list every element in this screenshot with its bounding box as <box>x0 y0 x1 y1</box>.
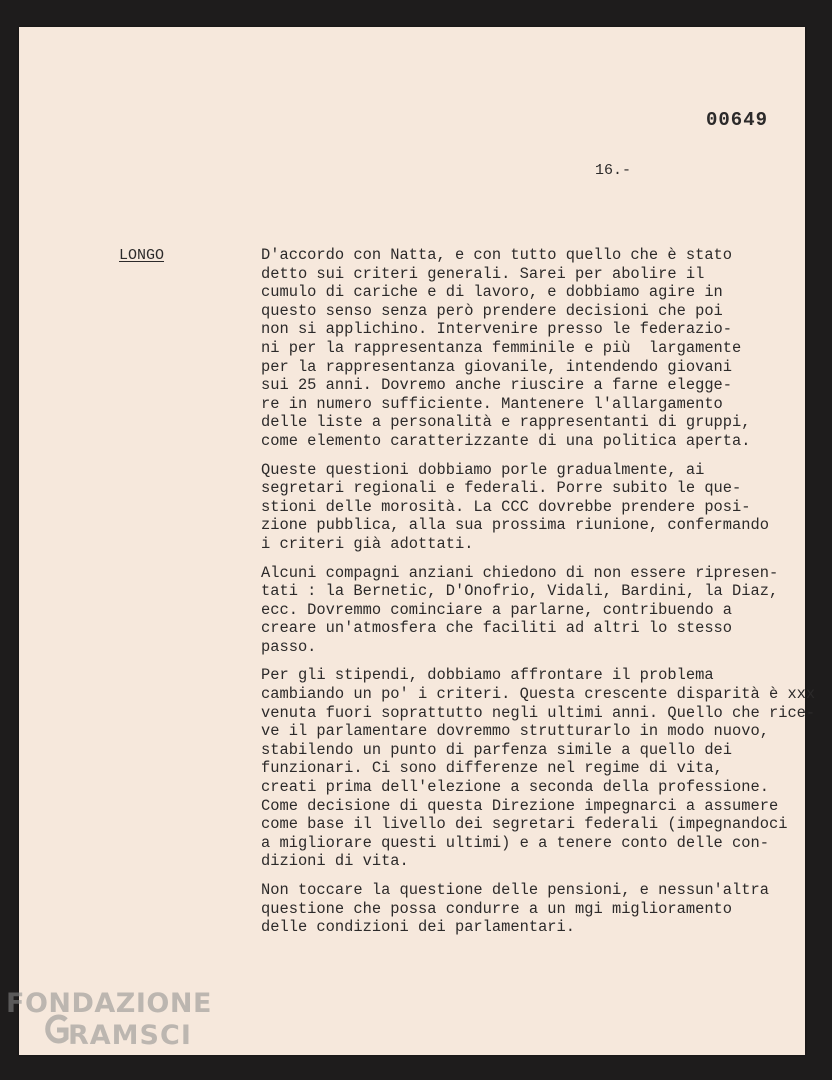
paragraph-2: Queste questioni dobbiamo porle gradualmente, ai segretari regionali e federali. Porre subito le que- stioni delle morosità. La CCC dovrebbe prendere posi- zione pubblica, alla sua prossima riunione, confermando i criteri già adottati. <box>261 460 769 553</box>
watermark-g-logo-icon <box>44 1014 70 1044</box>
page-number: 16.- <box>595 162 632 179</box>
paragraph-4: Per gli stipendi, dobbiamo affrontare il problema cambiando un po' i criteri. Questa crescente disparità è xxx venuta fuori soprattutto negli ultimi anni. Quello che rice- ve il parlamentare dovremmo strutturarlo in modo nuovo, stabilendo un punto di parfenza simile a quello dei funzionari. Ci sono differenze nel regime di vita, creati prima dell'elezione a seconda della professione. Come decisione di questa Direzione impegnarci a assumere come base il livello dei segretari federali (impegnandoci a migliorare questi ultimi) e a tenere conto delle con- dizioni di vita. <box>261 666 816 871</box>
speaker-name: LONGO <box>119 247 165 264</box>
paragraph-5: Non toccare la questione delle pensioni, e nessun'altra questione che possa condurre a un mgi miglioramento delle condizioni dei parlamentari. <box>261 881 769 937</box>
document-page <box>19 27 816 1055</box>
statement-body <box>261 246 829 947</box>
fondazione-gramsci-watermark <box>4 988 214 1072</box>
show-through-page-number <box>617 184 625 200</box>
watermark-line-2: RAMSCI <box>68 1020 192 1051</box>
paragraph-1: D'accordo con Natta, e con tutto quello che è stato detto sui criteri generali. Sarei per abolire il cumulo di cariche e di lavoro, e dobbiamo agire in questo senso senza però prendere decisioni che poi non si applichino. Intervenire presso le federazio- ni per la rappresentanza femminile e più largamente per la rappresentanza giovanile, intendendo giovani sui 25 anni. Dovremo anche riuscire a farne elegge- re in numero sufficiente. Mantenere l'allargamento delle liste a personalità e rappresentanti di gruppi, come elemento caratterizzante di una politica aperta. <box>261 246 751 450</box>
document-number: 00649 <box>706 109 769 131</box>
watermark-line-1: FONDAZIONE <box>6 988 212 1019</box>
paragraph-3: Alcuni compagni anziani chiedono di non essere ripresen- tati : la Bernetic, D'Onofrio, Vidali, Bardini, la Diaz, ecc. Dovremmo cominciare a parlarne, contribuendo a creare un'atmosfera che faciliti ad altri lo stesso passo. <box>261 563 779 656</box>
